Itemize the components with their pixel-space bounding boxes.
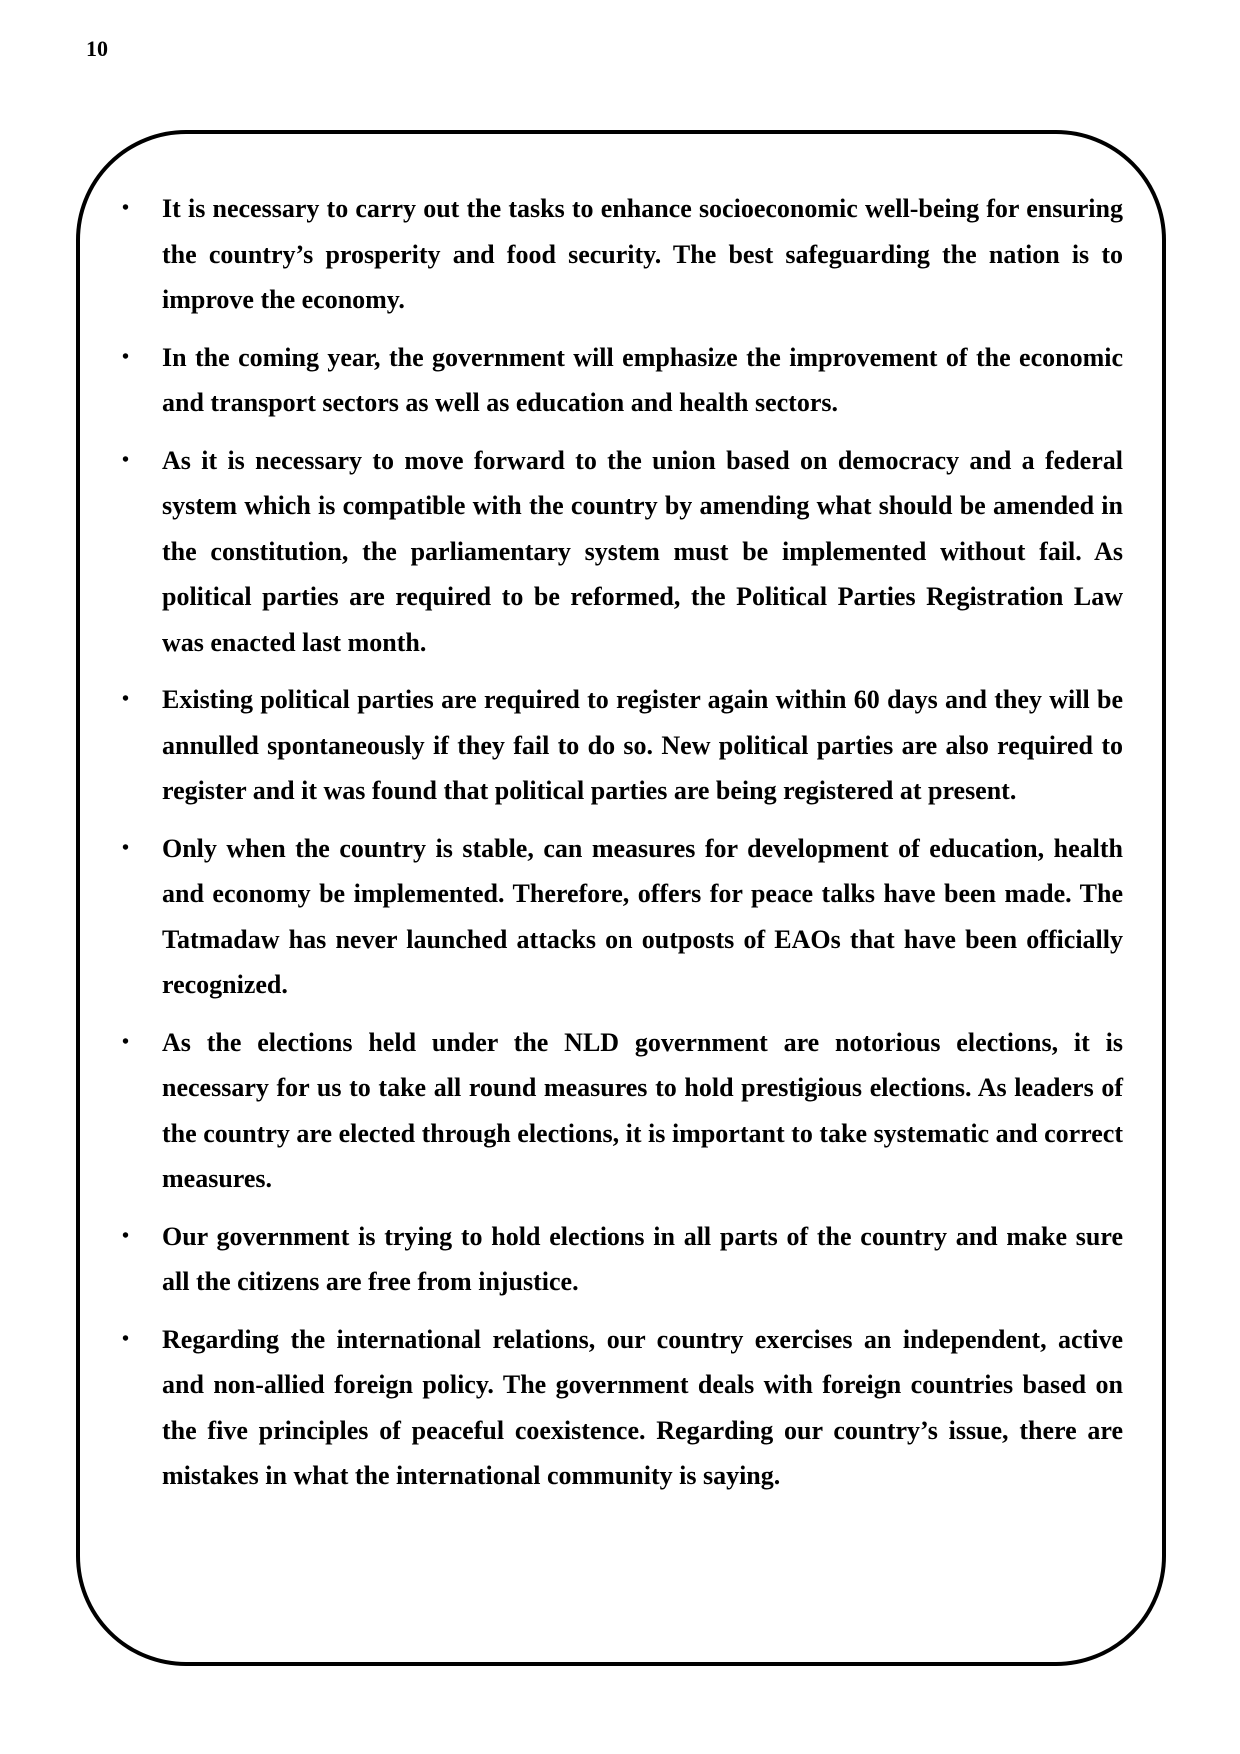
list-item	[118, 186, 1123, 323]
bullet-text: Only when the country is stable, can measures for development of education, health and economy be implemented. Therefore, offers for peace talks have been made. The Tatmadaw has never launched attacks on outposts of EAOs that have been officially recognized.	[162, 833, 1123, 999]
bullet-text: As it is necessary to move forward to the union based on democracy and a federal system which is compatible with the country by amending what should be amended in the constitution, the parliamentary system must be implemented without fail. As political parties are required to be reformed, the Political Parties Registration Law was enacted last month.	[162, 445, 1123, 657]
list-item	[118, 1020, 1123, 1202]
bullet-text: As the elections held under the NLD government are notorious elections, it is necessary for us to take all round measures to hold prestigious elections. As leaders of the country are elected through elections, it is important to take systematic and correct measures.	[162, 1027, 1123, 1193]
bullet-list	[118, 186, 1123, 1511]
bullet-icon: •	[122, 1327, 130, 1350]
bullet-icon: •	[122, 197, 130, 219]
list-item	[118, 826, 1123, 1008]
bullet-icon: •	[122, 836, 130, 859]
bullet-icon: •	[122, 345, 130, 368]
bullet-icon: •	[122, 1224, 130, 1247]
bullet-text: Regarding the international relations, our country exercises an independent, active and non-allied foreign policy. The government deals with foreign countries based on the five principles of peaceful coexistence. Regarding our country’s issue, there are mistakes in what the international community is saying.	[162, 1324, 1123, 1490]
bullet-text: In the coming year, the government will emphasize the improvement of the economic and transport sectors as well as education and health sectors.	[162, 342, 1123, 417]
bullet-icon: •	[122, 448, 130, 471]
list-item	[118, 1317, 1123, 1499]
page-number: 10	[86, 36, 108, 61]
bullet-text: It is necessary to carry out the tasks to enhance socioeconomic well-being for ensuring the country’s prosperity and food security. The best safeguarding the nation is to improve the economy.	[162, 194, 1123, 314]
bullet-text: Our government is trying to hold elections in all parts of the country and make sure all the citizens are free from injustice.	[162, 1221, 1123, 1296]
bullet-icon: •	[122, 688, 130, 710]
list-item	[118, 438, 1123, 666]
list-item	[118, 677, 1123, 814]
list-item	[118, 1214, 1123, 1305]
bullet-icon: •	[122, 1030, 130, 1053]
bullet-text: Existing political parties are required to register again within 60 days and they will be annulled spontaneously if they fail to do so. New political parties are also required to register and it was found that political parties are being registered at present.	[162, 685, 1123, 805]
list-item	[118, 335, 1123, 426]
